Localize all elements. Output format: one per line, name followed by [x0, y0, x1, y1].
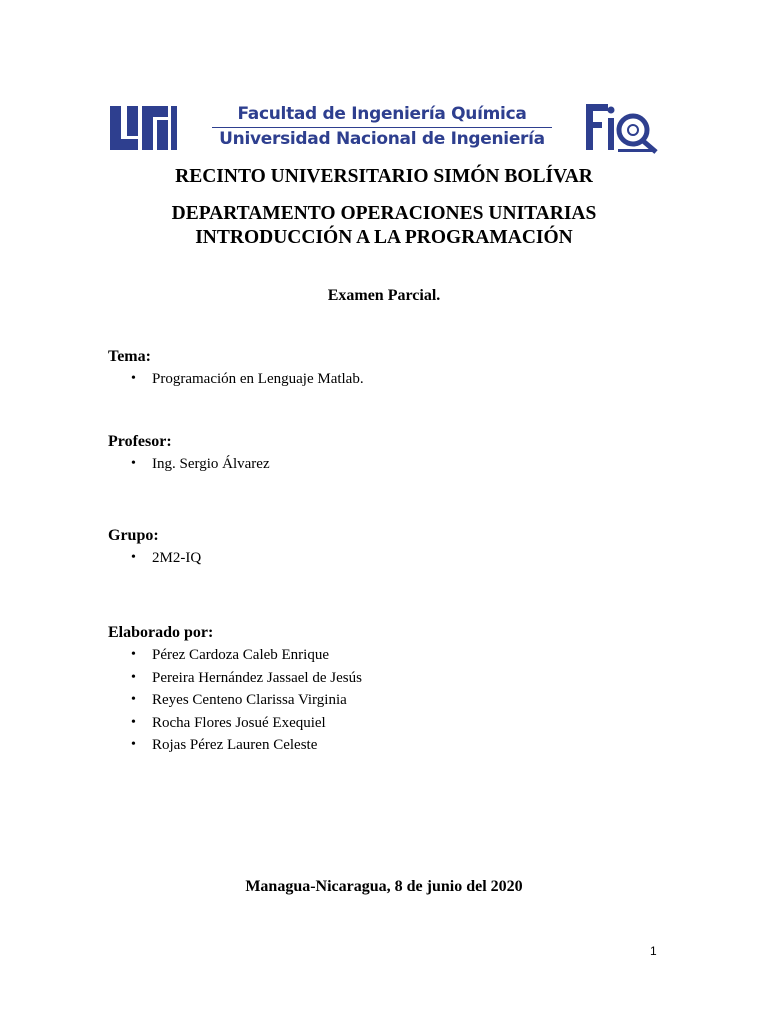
profesor-list [108, 453, 270, 476]
profesor-heading: Profesor: [108, 433, 172, 450]
university-name: Universidad Nacional de Ingeniería [219, 129, 545, 149]
course-title: INTRODUCCIÓN A LA PROGRAMACIÓN [195, 227, 573, 248]
list-item: • Rojas Pérez Lauren Celeste [108, 734, 362, 757]
list-item: • Ing. Sergio Álvarez [108, 453, 270, 476]
list-item: • Programación en Lenguaje Matlab. [108, 368, 364, 391]
grupo-heading: Grupo: [108, 527, 159, 544]
department-block [0, 202, 768, 250]
department-title: DEPARTAMENTO OPERACIONES UNITARIAS [171, 203, 597, 224]
letterhead-divider [212, 127, 552, 128]
grupo-section [108, 527, 201, 570]
tema-heading: Tema: [108, 348, 151, 365]
exam-title: Examen Parcial. [327, 287, 441, 304]
elaborado-heading: Elaborado por: [108, 624, 214, 641]
list-item: • Pérez Cardoza Caleb Enrique [108, 644, 362, 667]
place-date: Managua-Nicaragua, 8 de junio del 2020 [245, 878, 523, 895]
tema-section [108, 348, 364, 391]
tema-list [108, 368, 364, 391]
list-item: • Reyes Centeno Clarissa Virginia [108, 689, 362, 712]
letterhead [108, 100, 658, 158]
letterhead-text [212, 104, 552, 150]
profesor-section [108, 433, 270, 476]
authors-list [108, 644, 362, 757]
grupo-list [108, 547, 201, 570]
fiq-logo [584, 100, 658, 156]
campus-title: RECINTO UNIVERSITARIO SIMÓN BOLÍVAR [175, 166, 593, 187]
uni-logo [108, 102, 178, 154]
list-item: • Rocha Flores Josué Exequiel [108, 712, 362, 735]
list-item: • Pereira Hernández Jassael de Jesús [108, 667, 362, 690]
page-number: 1 [650, 944, 657, 958]
faculty-name: Facultad de Ingeniería Química [237, 104, 527, 124]
list-item: • 2M2-IQ [108, 547, 201, 570]
elaborado-section [108, 624, 362, 757]
